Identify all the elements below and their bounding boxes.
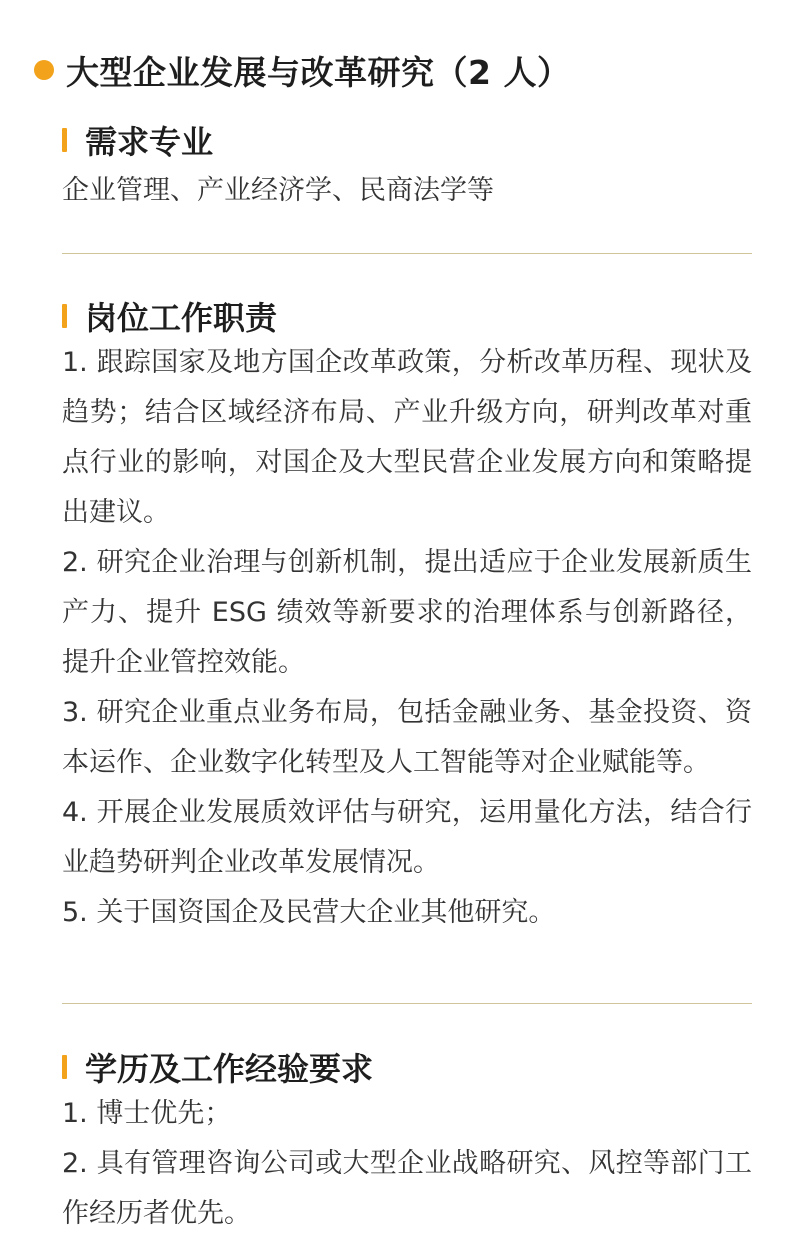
duties-header [62, 294, 752, 338]
duty-item: 2. 研究企业治理与创新机制，提出适应于企业发展新质生产力、提升 ESG 绩效等新要求的治理体系与创新路径，提升企业管控效能。 [62, 547, 752, 678]
duty-item: 4. 开展企业发展质效评估与研究，运用量化方法，结合行业趋势研判企业改革发展情况。 [62, 797, 752, 878]
divider [62, 253, 752, 254]
section-bar-icon [62, 1055, 67, 1079]
duties-heading: 岗位工作职责 [85, 299, 278, 337]
duties-section [62, 294, 752, 938]
requirements-heading: 学历及工作经验要求 [85, 1050, 374, 1088]
orange-dot-icon [34, 60, 54, 80]
requirements-section [62, 1045, 752, 1239]
position-title: 大型企业发展与改革研究（2 人） [66, 52, 571, 92]
position-header [34, 46, 570, 94]
majors-heading: 需求专业 [85, 123, 214, 161]
section-bar-icon [62, 304, 67, 328]
duty-item: 5. 关于国资国企及民营大企业其他研究。 [62, 897, 556, 928]
divider [62, 1003, 752, 1004]
requirement-item: 1. 博士优先； [62, 1098, 232, 1129]
section-bar-icon [62, 128, 67, 152]
duties-list [62, 338, 752, 938]
requirements-list [62, 1089, 752, 1239]
majors-text-block [62, 166, 752, 216]
requirements-header [62, 1045, 752, 1089]
duty-item: 1. 跟踪国家及地方国企改革政策，分析改革历程、现状及趋势；结合区域经济布局、产业升级方向，研判改革对重点行业的影响，对国企及大型民营企业发展方向和策略提出建议。 [62, 347, 752, 528]
majors-section [62, 118, 752, 216]
requirement-item: 2. 具有管理咨询公司或大型企业战略研究、风控等部门工作经历者优先。 [62, 1148, 752, 1229]
majors-text: 企业管理、产业经济学、民商法学等 [62, 175, 494, 206]
duty-item: 3. 研究企业重点业务布局，包括金融业务、基金投资、资本运作、企业数字化转型及人工智能等对企业赋能等。 [62, 697, 752, 778]
majors-header [62, 118, 752, 162]
